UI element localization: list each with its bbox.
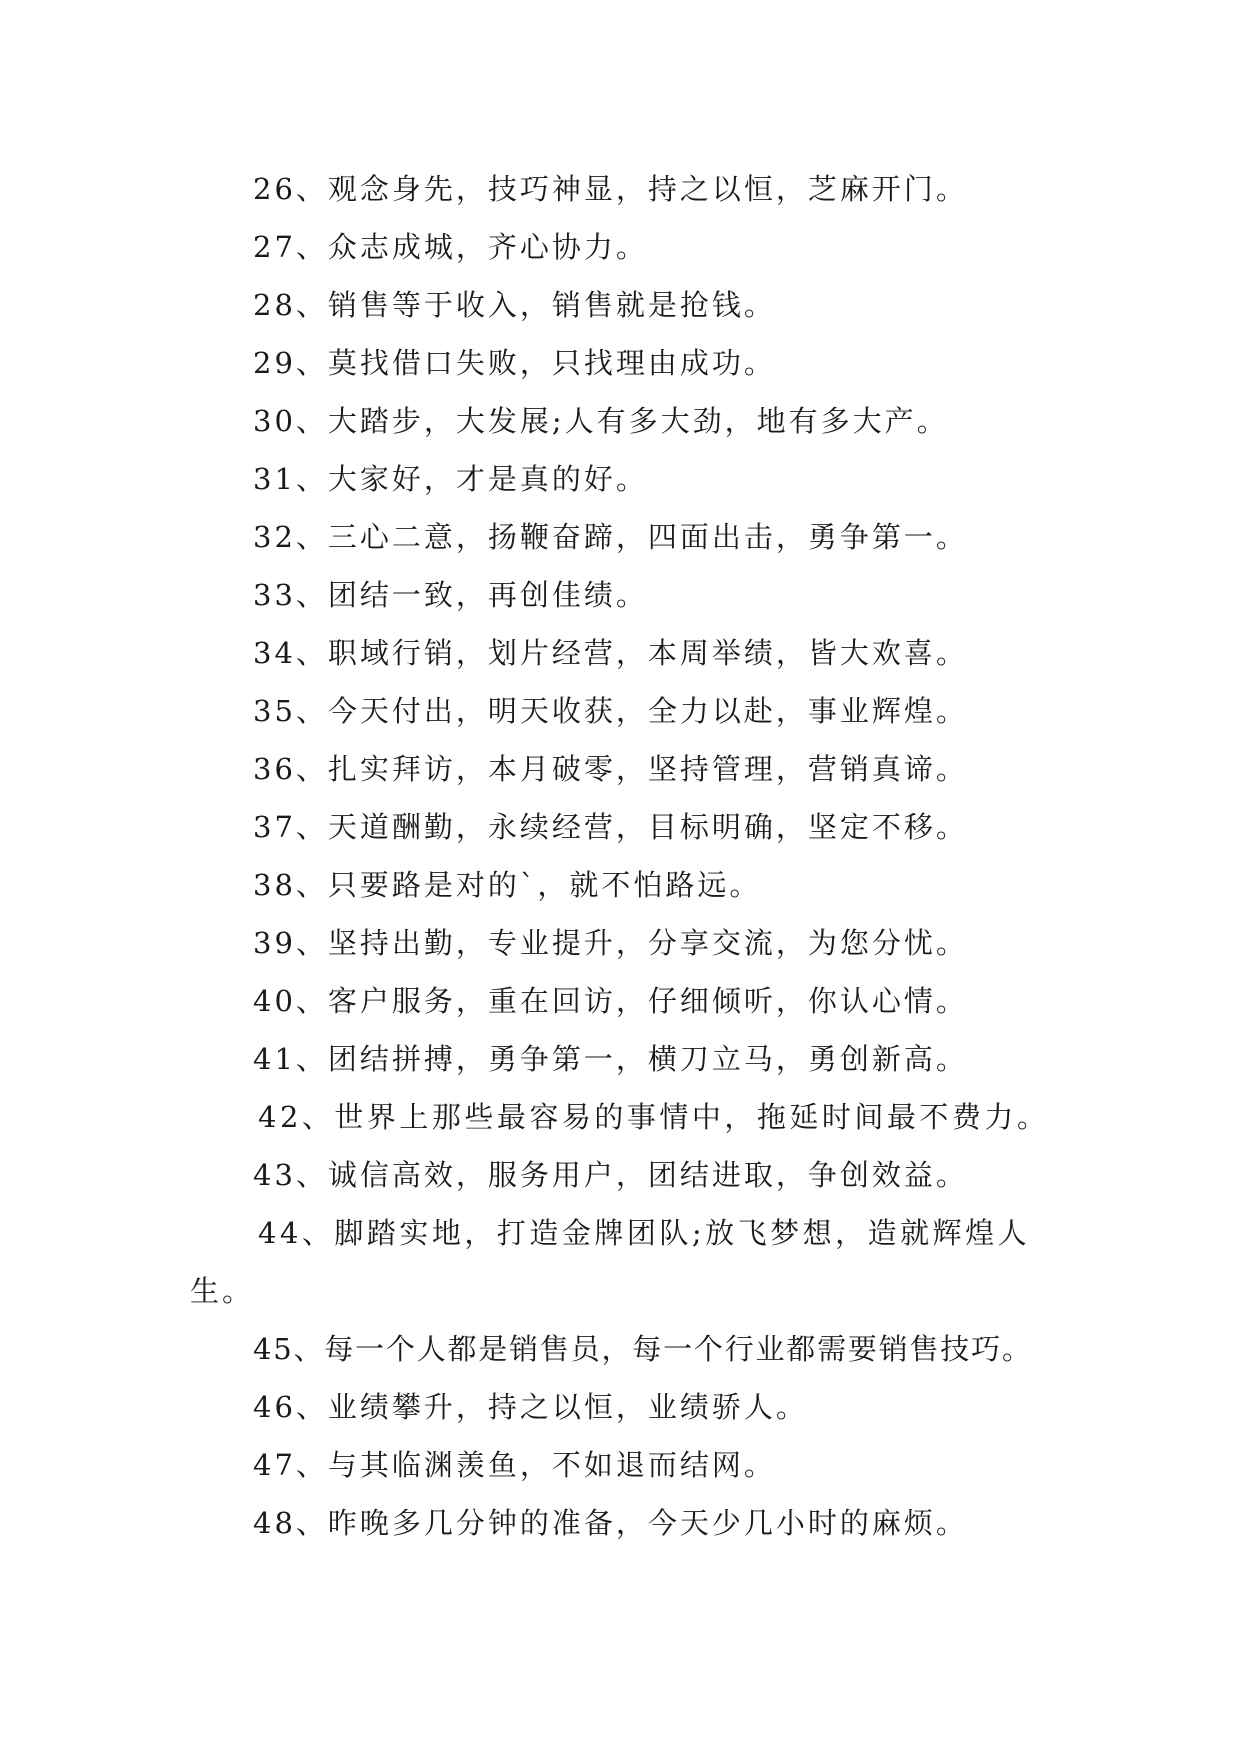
slogan-line-46: 46、业绩攀升，持之以恒，业绩骄人。 [253,1390,808,1424]
slogan-line-26: 26、观念身先，技巧神显，持之以恒，芝麻开门。 [253,172,968,206]
slogan-line-45: 45、每一个人都是销售员，每一个行业都需要销售技巧。 [253,1332,1033,1366]
slogan-line-33: 33、团结一致，再创佳绩。 [253,578,648,612]
slogan-line-35: 35、今天付出，明天收获，全力以赴，事业辉煌。 [253,694,968,728]
slogan-line-27: 27、众志成城，齐心协力。 [253,230,648,264]
slogan-line-41: 41、团结拼搏，勇争第一，横刀立马，勇创新高。 [253,1042,968,1076]
slogan-list [190,160,1090,1552]
slogan-line-28: 28、销售等于收入，销售就是抢钱。 [253,288,776,322]
slogan-line-38: 38、只要路是对的`，就不怕路远。 [253,868,762,902]
slogan-line-42: 42、世界上那些最容易的事情中，拖延时间最不费力。 [258,1100,1050,1134]
slogan-line-40: 40、客户服务，重在回访，仔细倾听，你认心情。 [253,984,968,1018]
slogan-line-31: 31、大家好，才是真的好。 [253,462,648,496]
slogan-line-37: 37、天道酬勤，永续经营，目标明确，坚定不移。 [253,810,968,844]
slogan-line-30: 30、大踏步，大发展;人有多大劲，地有多大产。 [253,404,949,438]
slogan-line-39: 39、坚持出勤，专业提升，分享交流，为您分忧。 [253,926,968,960]
slogan-line-29: 29、莫找借口失败，只找理由成功。 [253,346,776,380]
slogan-line-48: 48、昨晚多几分钟的准备，今天少几小时的麻烦。 [253,1506,968,1540]
slogan-line-43: 43、诚信高效，服务用户，团结进取，争创效益。 [253,1158,968,1192]
slogan-line-34: 34、职域行销，划片经营，本周举绩，皆大欢喜。 [253,636,968,670]
slogan-line-32: 32、三心二意，扬鞭奋蹄，四面出击，勇争第一。 [253,520,968,554]
slogan-line-47: 47、与其临渊羡鱼，不如退而结网。 [253,1448,776,1482]
slogan-line-44-continuation: 生。 [190,1274,255,1308]
slogan-line-36: 36、扎实拜访，本月破零，坚持管理，营销真谛。 [253,752,968,786]
slogan-line-44: 44、脚踏实地，打造金牌团队;放飞梦想，造就辉煌人 [258,1216,1031,1250]
